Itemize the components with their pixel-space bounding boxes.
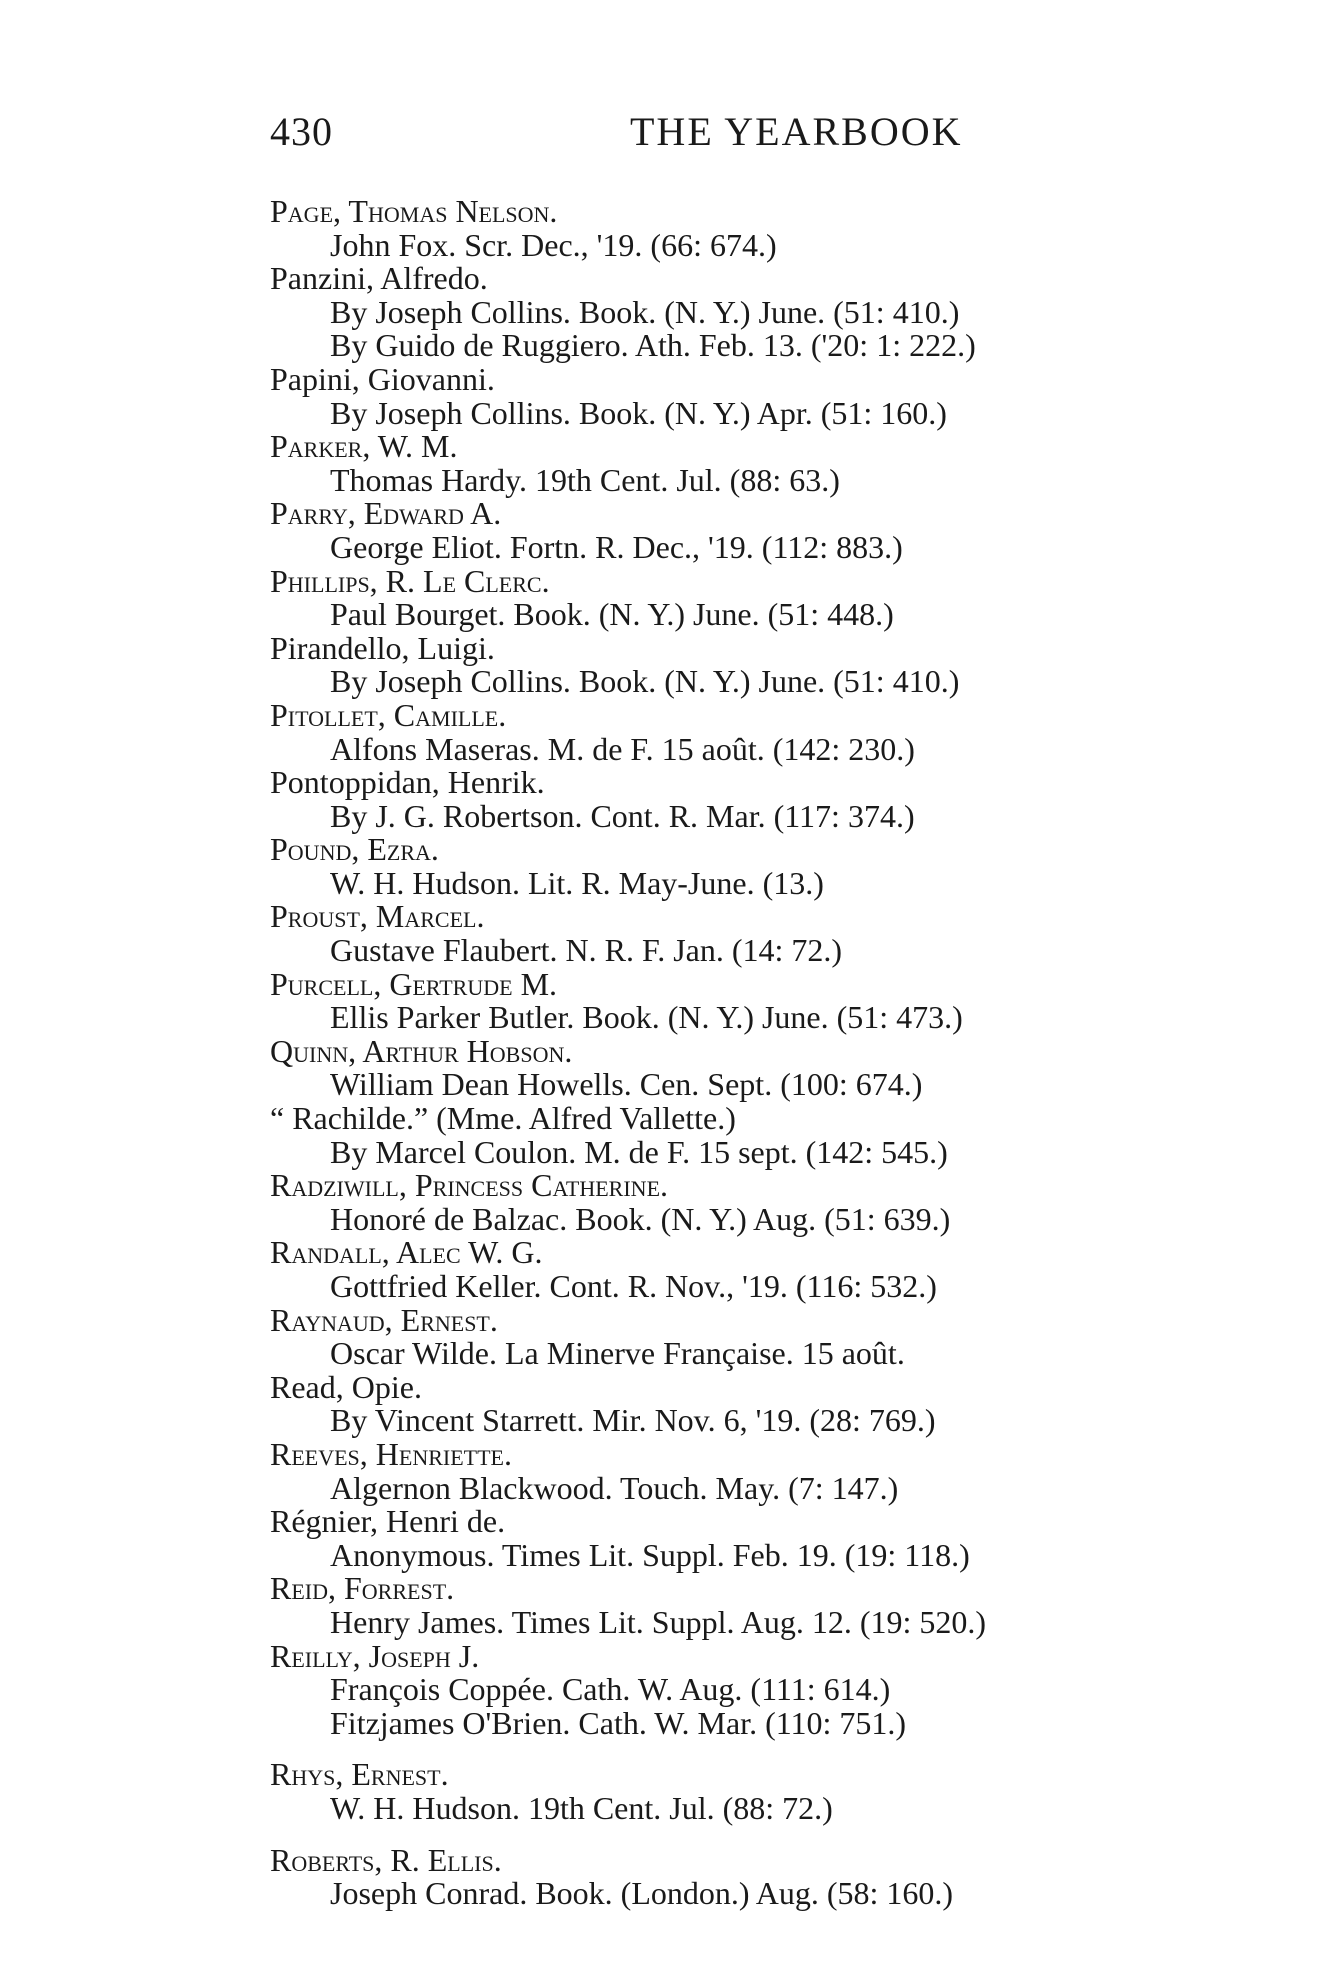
entry-citation: Oscar Wilde. La Minerve Française. 15 août. — [330, 1335, 905, 1372]
entry-citation: François Coppée. Cath. W. Aug. (111: 614.) — [330, 1671, 891, 1708]
entry-citation: By Joseph Collins. Book. (N. Y.) June. (51: 410.) — [330, 293, 960, 330]
page-number: 430 — [270, 109, 333, 154]
index-entry — [0, 1102, 1335, 1169]
entry-heading: Pontoppidan, Henrik. — [270, 764, 545, 801]
entry-citation: By Marcel Coulon. M. de F. 15 sept. (142: 545.) — [330, 1133, 948, 1170]
entry-citation: Alfons Maseras. M. de F. 15 août. (142: 230.) — [330, 730, 915, 767]
spacer — [0, 1826, 1335, 1844]
running-head: THE YEARBOOK — [630, 109, 963, 154]
entry-citation: W. H. Hudson. Lit. R. May-June. (13.) — [330, 864, 824, 901]
entry-heading: Reilly, Joseph J. — [270, 1637, 480, 1674]
entry-heading: Régnier, Henri de. — [270, 1503, 506, 1540]
spacer — [0, 1740, 1335, 1758]
entry-citation: Ellis Parker Butler. Book. (N. Y.) June. (51: 473.) — [330, 999, 963, 1036]
index-entry — [0, 965, 1335, 1036]
entry-heading: Pirandello, Luigi. — [270, 629, 495, 666]
entry-citation: By Joseph Collins. Book. (N. Y.) Apr. (51: 160.) — [330, 394, 947, 431]
entry-citation: Gustave Flaubert. N. R. F. Jan. (14: 72.) — [330, 932, 843, 969]
entry-heading: Rhys, Ernest. — [270, 1756, 449, 1793]
entry-heading: Pitollet, Camille. — [270, 696, 507, 733]
entry-citation: By Vincent Starrett. Mir. Nov. 6, '19. (28: 769.) — [330, 1402, 936, 1439]
index-entry — [0, 1368, 1335, 1439]
entry-citation: Thomas Hardy. 19th Cent. Jul. (88: 63.) — [330, 461, 840, 498]
entry-heading: Roberts, R. Ellis. — [270, 1841, 502, 1878]
entry-heading: Reeves, Henriette. — [270, 1435, 512, 1472]
entry-heading: Parker, W. M. — [270, 428, 458, 465]
page-header — [270, 108, 1030, 158]
index-entry — [0, 360, 1335, 431]
index-entry — [0, 1758, 1335, 1825]
index-entry — [0, 1841, 1335, 1912]
entry-citation: By Guido de Ruggiero. Ath. Feb. 13. ('20: 1: 222.) — [330, 327, 976, 364]
entry-heading: Page, Thomas Nelson. — [270, 193, 558, 229]
index-entry — [0, 1505, 1335, 1572]
entry-citation: W. H. Hudson. 19th Cent. Jul. (88: 72.) — [330, 1789, 833, 1826]
entry-heading: Radziwill, Princess Catherine. — [270, 1167, 669, 1204]
entry-heading: Quinn, Arthur Hobson. — [270, 1032, 573, 1069]
index-entry — [0, 1032, 1335, 1103]
index-entry — [0, 430, 1335, 497]
entry-heading: Randall, Alec W. G. — [270, 1234, 543, 1271]
index-entry — [0, 833, 1335, 900]
index-entry — [0, 195, 1335, 262]
entry-citation: William Dean Howells. Cen. Sept. (100: 674.) — [330, 1066, 923, 1103]
index-entry — [0, 562, 1335, 633]
entry-heading: Read, Opie. — [270, 1368, 422, 1405]
entry-heading: Purcell, Gertrude M. — [270, 965, 558, 1002]
index-entry — [0, 1236, 1335, 1303]
entry-citation: Gottfried Keller. Cont. R. Nov., '19. (116: 532.) — [330, 1268, 937, 1304]
entry-heading: Papini, Giovanni. — [270, 360, 495, 397]
index-entry — [0, 696, 1335, 767]
entry-citation: Anonymous. Times Lit. Suppl. Feb. 19. (19: 118.) — [330, 1536, 970, 1573]
index-entry — [0, 1169, 1335, 1236]
entry-citation: Fitzjames O'Brien. Cath. W. Mar. (110: 751.) — [330, 1704, 907, 1741]
entry-heading: Proust, Marcel. — [270, 898, 485, 935]
entry-heading: Phillips, R. Le Clerc. — [270, 562, 550, 599]
index-entry — [0, 629, 1335, 700]
index-entry — [0, 1435, 1335, 1506]
entry-citation: Joseph Conrad. Book. (London.) Aug. (58: 160.) — [330, 1875, 954, 1912]
entry-citation: Paul Bourget. Book. (N. Y.) June. (51: 448.) — [330, 596, 894, 633]
index-entry — [0, 497, 1335, 564]
index-entries — [0, 195, 1335, 1911]
entry-heading: Parry, Edward A. — [270, 495, 502, 532]
entry-citation: By J. G. Robertson. Cont. R. Mar. (117: 374.) — [330, 797, 915, 834]
index-entry — [0, 1301, 1335, 1372]
entry-citation: George Eliot. Fortn. R. Dec., '19. (112: 883.) — [330, 528, 903, 565]
index-entry — [0, 262, 1335, 363]
entry-heading: Panzini, Alfredo. — [270, 260, 488, 297]
index-entry — [0, 900, 1335, 967]
entry-citation: Algernon Blackwood. Touch. May. (7: 147.) — [330, 1469, 899, 1506]
entry-citation: By Joseph Collins. Book. (N. Y.) June. (51: 410.) — [330, 663, 960, 700]
index-entry — [0, 766, 1335, 833]
entry-citation: Honoré de Balzac. Book. (N. Y.) Aug. (51: 639.) — [330, 1200, 951, 1237]
entry-heading: Reid, Forrest. — [270, 1570, 455, 1607]
entry-heading: “ Rachilde.” (Mme. Alfred Vallette.) — [270, 1100, 736, 1137]
index-entry — [0, 1572, 1335, 1639]
entry-citation: John Fox. Scr. Dec., '19. (66: 674.) — [330, 226, 777, 263]
entry-heading: Pound, Ezra. — [270, 831, 439, 868]
entry-heading: Raynaud, Ernest. — [270, 1301, 498, 1338]
index-entry — [0, 1637, 1335, 1741]
entry-citation: Henry James. Times Lit. Suppl. Aug. 12. (19: 520.) — [330, 1603, 987, 1640]
